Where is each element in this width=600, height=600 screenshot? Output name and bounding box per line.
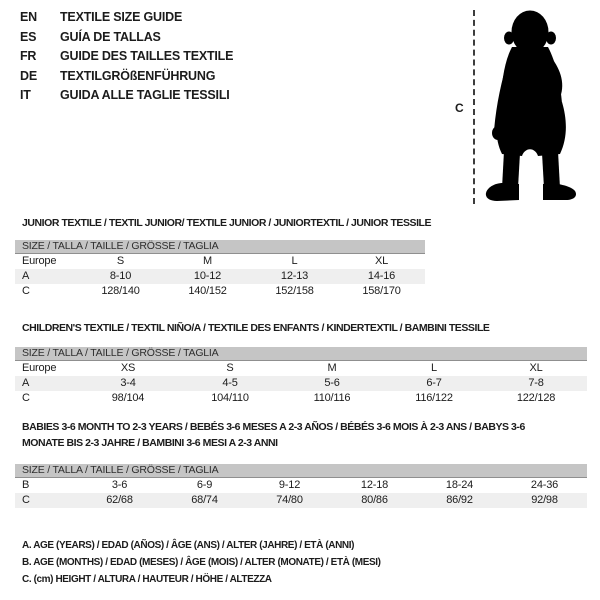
lang-code: DE [20, 68, 37, 83]
table-cell: 86/92 [446, 494, 473, 506]
lang-title: TEXTILGRÖßENFÜHRUNG [60, 68, 216, 83]
table-cell: M [327, 362, 337, 374]
table-cell: 104/110 [211, 392, 249, 404]
table-cell: 10-12 [193, 270, 222, 282]
table-cell: L [431, 362, 437, 374]
table-cell: 110/116 [313, 392, 351, 404]
footnote-line: A. AGE (YEARS) / EDAD (AÑOS) / ÂGE (ANS) / ALTER (JAHRE) / ETÀ (ANNI) [22, 540, 355, 551]
row-label: A [22, 270, 30, 282]
table-cell: 6-7 [426, 377, 442, 389]
table-cell: 3-6 [111, 479, 128, 491]
table-cell: 68/74 [191, 494, 218, 506]
table-cell: 152/158 [275, 285, 314, 297]
lang-code: IT [20, 88, 31, 102]
row-label: Europe [22, 255, 57, 267]
height-measure-dashed-line [473, 10, 475, 204]
table-cell: XS [120, 362, 136, 374]
lang-title: GUÍA DE TALLAS [60, 29, 161, 44]
lang-title: GUIDE DES TAILLES TEXTILE [60, 49, 234, 63]
table-cell: S [116, 255, 125, 267]
table-row [15, 478, 587, 493]
table-cell: 116/122 [415, 392, 453, 404]
size-header-bar: SIZE / TALLA / TAILLE / GRÖSSE / TAGLIA [15, 240, 425, 254]
junior-table-title: JUNIOR TEXTILE / TEXTIL JUNIOR/ TEXTILE JUNIOR / JUNIORTEXTIL / JUNIOR TESSILE [22, 217, 432, 229]
footnote-line: B. AGE (MONTHS) / EDAD (MESES) / ÂGE (MOIS) / ALTER (MONATE) / ETÀ (MESI) [22, 557, 381, 569]
table-cell: 74/80 [276, 494, 303, 506]
row-label: C [22, 285, 30, 297]
lang-code: ES [20, 29, 37, 44]
table-row [15, 361, 587, 376]
toddler-silhouette-icon [482, 7, 590, 205]
table-cell: 12-18 [360, 479, 389, 491]
table-cell: 9-12 [278, 479, 301, 491]
table-cell: 140/152 [188, 285, 227, 297]
table-cell: 12-13 [280, 270, 309, 282]
table-cell: M [203, 255, 212, 267]
lang-title: TEXTILE SIZE GUIDE [60, 10, 183, 24]
table-row [15, 284, 425, 299]
babies-table-title: BABIES 3-6 MONTH TO 2-3 YEARS / BEBÉS 3-6 MESES A 2-3 AÑOS / BÉBÉS 3-6 MOIS À 2-3 ANS / BABYS 3-6 MONATE BIS 2-3 JAHRE / BAMBINI 3-6 MESI A 2-3 ANNI [22, 421, 525, 449]
table-cell: 8-10 [109, 270, 132, 282]
table-cell: 4-5 [222, 377, 238, 389]
measurement-footnotes [22, 537, 381, 589]
size-header-bar: SIZE / TALLA / TAILLE / GRÖSSE / TAGLIA [15, 464, 587, 478]
table-cell: 128/140 [101, 285, 140, 297]
table-cell: XL [374, 255, 389, 267]
table-cell: 24-36 [530, 479, 559, 491]
lang-code: EN [20, 10, 37, 24]
table-cell: 18-24 [445, 479, 474, 491]
table-cell: 6-9 [196, 479, 213, 491]
table-cell: 122/128 [516, 392, 556, 404]
size-header-bar: SIZE / TALLA / TAILLE / GRÖSSE / TAGLIA [15, 347, 587, 361]
footnote-line: C. (cm) HEIGHT / ALTURA / HAUTEUR / HÖHE / ALTEZZA [22, 574, 272, 586]
lang-code: FR [20, 49, 37, 63]
table-row [15, 493, 587, 508]
table-cell: 80/86 [361, 494, 388, 506]
row-label: Europe [22, 362, 57, 374]
row-label: B [22, 479, 30, 491]
row-label: C [22, 392, 30, 404]
row-label: C [22, 494, 30, 506]
row-label: A [22, 377, 30, 389]
table-cell: 14-16 [367, 270, 396, 282]
table-cell: 62/68 [106, 494, 133, 506]
table-cell: 7-8 [528, 377, 544, 389]
height-c-label: C [455, 101, 464, 115]
table-row [15, 254, 425, 269]
table-cell: S [226, 362, 234, 374]
table-cell: 98/104 [111, 392, 145, 404]
babies-size-table [15, 464, 587, 508]
table-cell: 5-6 [324, 377, 340, 389]
children-table-title: CHILDREN'S TEXTILE / TEXTIL NIÑO/A / TEXTILE DES ENFANTS / KINDERTEXTIL / BAMBINI TESSILE [22, 322, 490, 334]
table-cell: L [291, 255, 298, 267]
table-row [15, 391, 587, 406]
children-size-table [15, 347, 587, 406]
table-cell: 92/98 [531, 494, 558, 506]
language-title-list [20, 11, 233, 102]
lang-title: GUIDA ALLE TAGLIE TESSILI [60, 88, 230, 102]
table-cell: XL [529, 362, 543, 374]
table-cell: 3-4 [120, 377, 136, 389]
table-row [15, 269, 425, 284]
junior-size-table [15, 240, 425, 299]
table-cell: 158/170 [362, 285, 401, 297]
table-row [15, 376, 587, 391]
